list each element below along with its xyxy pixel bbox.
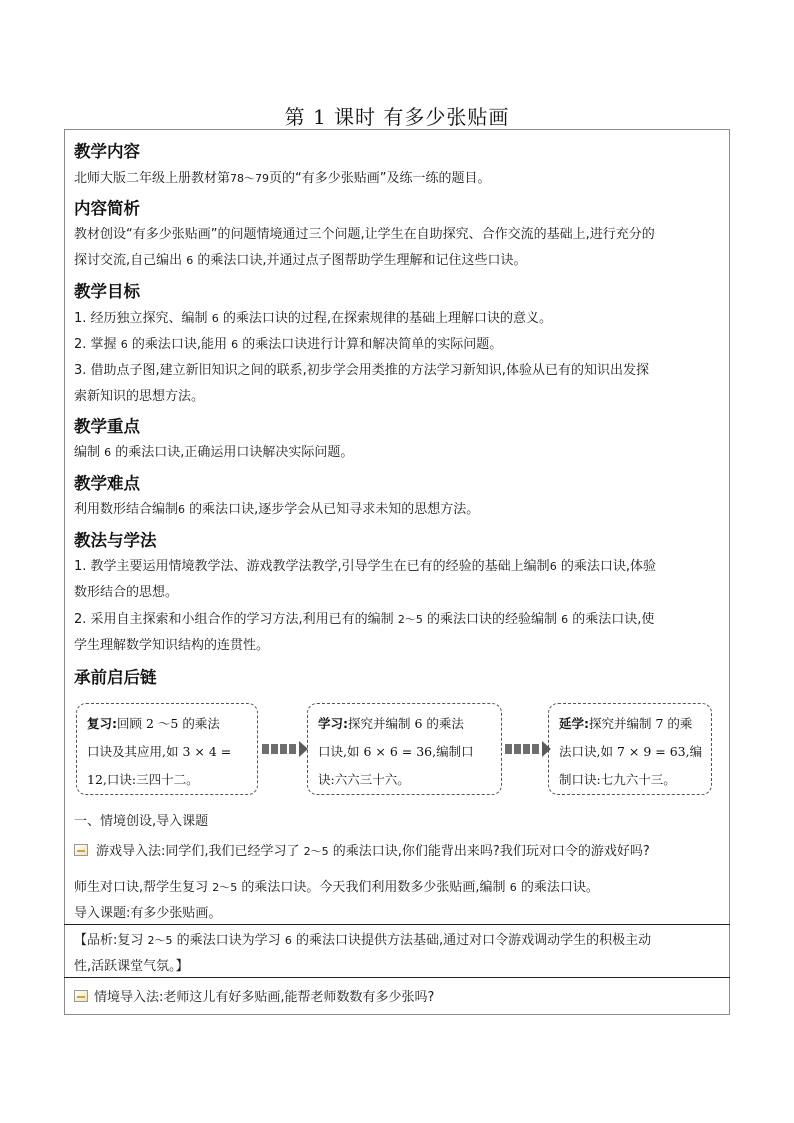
note-top-divider	[64, 924, 730, 925]
review-line-1: 回顾 2 ～5 的乘法	[117, 716, 220, 731]
analysis-note-line-2: 性,活跃课堂气氛。】	[74, 959, 189, 974]
page-title: 第 1 课时 有多少张贴画	[284, 105, 510, 129]
method-1-line-2: 数形结合的思想。	[74, 585, 179, 600]
review-label: 复习:	[87, 716, 117, 731]
goal-3-line-1: 3. 借助点子图,建立新旧知识之间的联系,初步学会用类推的方法学习新知识,体验从已有的知识出发探	[74, 363, 649, 378]
learn-line-3: 诀:六六三十六。	[318, 772, 410, 787]
heading-content: 教学内容	[74, 142, 140, 161]
extend-label: 延学:	[559, 716, 589, 731]
review-line-2: 口诀及其应用,如 3 × 4 =	[87, 744, 232, 759]
chain-box-extend	[548, 703, 712, 795]
learn-line-1: 探究并编制 6 的乘法	[348, 716, 464, 731]
extend-line-2: 法口诀,如 7 × 9 = 63,编	[559, 744, 703, 759]
difficulty-text: 利用数形结合编制6 的乘法口诀,逐步学会从已知寻求未知的思想方法。	[74, 502, 480, 517]
extend-line-3: 制口诀:七九六十三。	[559, 772, 676, 787]
scene-intro: 情境导入法:老师这儿有好多贴画,能帮老师数数有多少张吗?	[94, 990, 435, 1005]
heading-brief: 内容简析	[74, 199, 140, 218]
review-text: 师生对口诀,帮学生复习 2～5 的乘法口诀。今天我们利用数多少张贴画,编制 6 的乘法口诀。	[74, 880, 599, 895]
goal-2: 2. 掌握 6 的乘法口诀,能用 6 的乘法口诀进行计算和解决简单的实际问题。	[74, 337, 503, 352]
heading-chain: 承前启后链	[74, 668, 157, 687]
document-icon	[74, 844, 88, 856]
heading-key-points: 教学重点	[74, 417, 140, 436]
document-icon	[74, 990, 88, 1002]
brief-line-2: 探讨交流,自己编出 6 的乘法口诀,并通过点子图帮助学生理解和记住这些口诀。	[74, 253, 527, 268]
chain-box-learn	[307, 703, 502, 795]
chain-arrow-2	[505, 741, 551, 757]
learn-label: 学习:	[318, 716, 348, 731]
heading-methods: 教法与学法	[74, 531, 157, 550]
method-1-line-1: 1. 教学主要运用情境教学法、游戏教学法教学,引导学生在已有的经验的基础上编制6 的乘法口诀,体验	[74, 559, 656, 574]
heading-difficulty: 教学难点	[74, 474, 140, 493]
review-line-3: 12,口诀:三四十二。	[87, 772, 199, 787]
method-2-line-2: 学生理解数学知识结构的连贯性。	[74, 638, 270, 653]
brief-line-1: 教材创设“有多少张贴画”的问题情境通过三个问题,让学生在自助探究、合作交流的基础上,进行充分的	[74, 227, 655, 242]
goal-1: 1. 经历独立探究、编制 6 的乘法口诀的过程,在探索规律的基础上理解口诀的意义。	[74, 311, 552, 326]
game-intro: 游戏导入法:同学们,我们已经学习了 2～5 的乘法口诀,你们能背出来吗?我们玩对口令的游戏好吗?	[96, 844, 650, 859]
chain-arrow-1	[262, 741, 308, 757]
intro-topic: 导入课题:有多少张贴画。	[74, 906, 222, 921]
learn-line-2: 口诀,如 6 × 6 = 36,编制口	[318, 744, 474, 759]
heading-goals: 教学目标	[74, 282, 140, 301]
extend-line-1: 探究并编制 7 的乘	[589, 716, 693, 731]
method-2-line-1: 2. 采用自主探索和小组合作的学习方法,利用已有的编制 2～5 的乘法口诀的经验编制 6 的乘法口诀,使	[74, 612, 655, 627]
key-points-text: 编制 6 的乘法口诀,正确运用口诀解决实际问题。	[74, 445, 354, 460]
goal-3-line-2: 索新知识的思想方法。	[74, 389, 205, 404]
content-text: 北师大版二年级上册教材第78～79页的“有多少张贴画”及练一练的题目。	[74, 171, 491, 186]
process-heading: 一、情境创设,导入课题	[74, 814, 209, 829]
note-bottom-divider	[64, 977, 730, 978]
analysis-note-line-1: 【品析:复习 2～5 的乘法口诀为学习 6 的乘法口诀提供方法基础,通过对口令游戏调动学生的积极主动	[74, 933, 652, 948]
chain-box-review	[76, 703, 258, 795]
